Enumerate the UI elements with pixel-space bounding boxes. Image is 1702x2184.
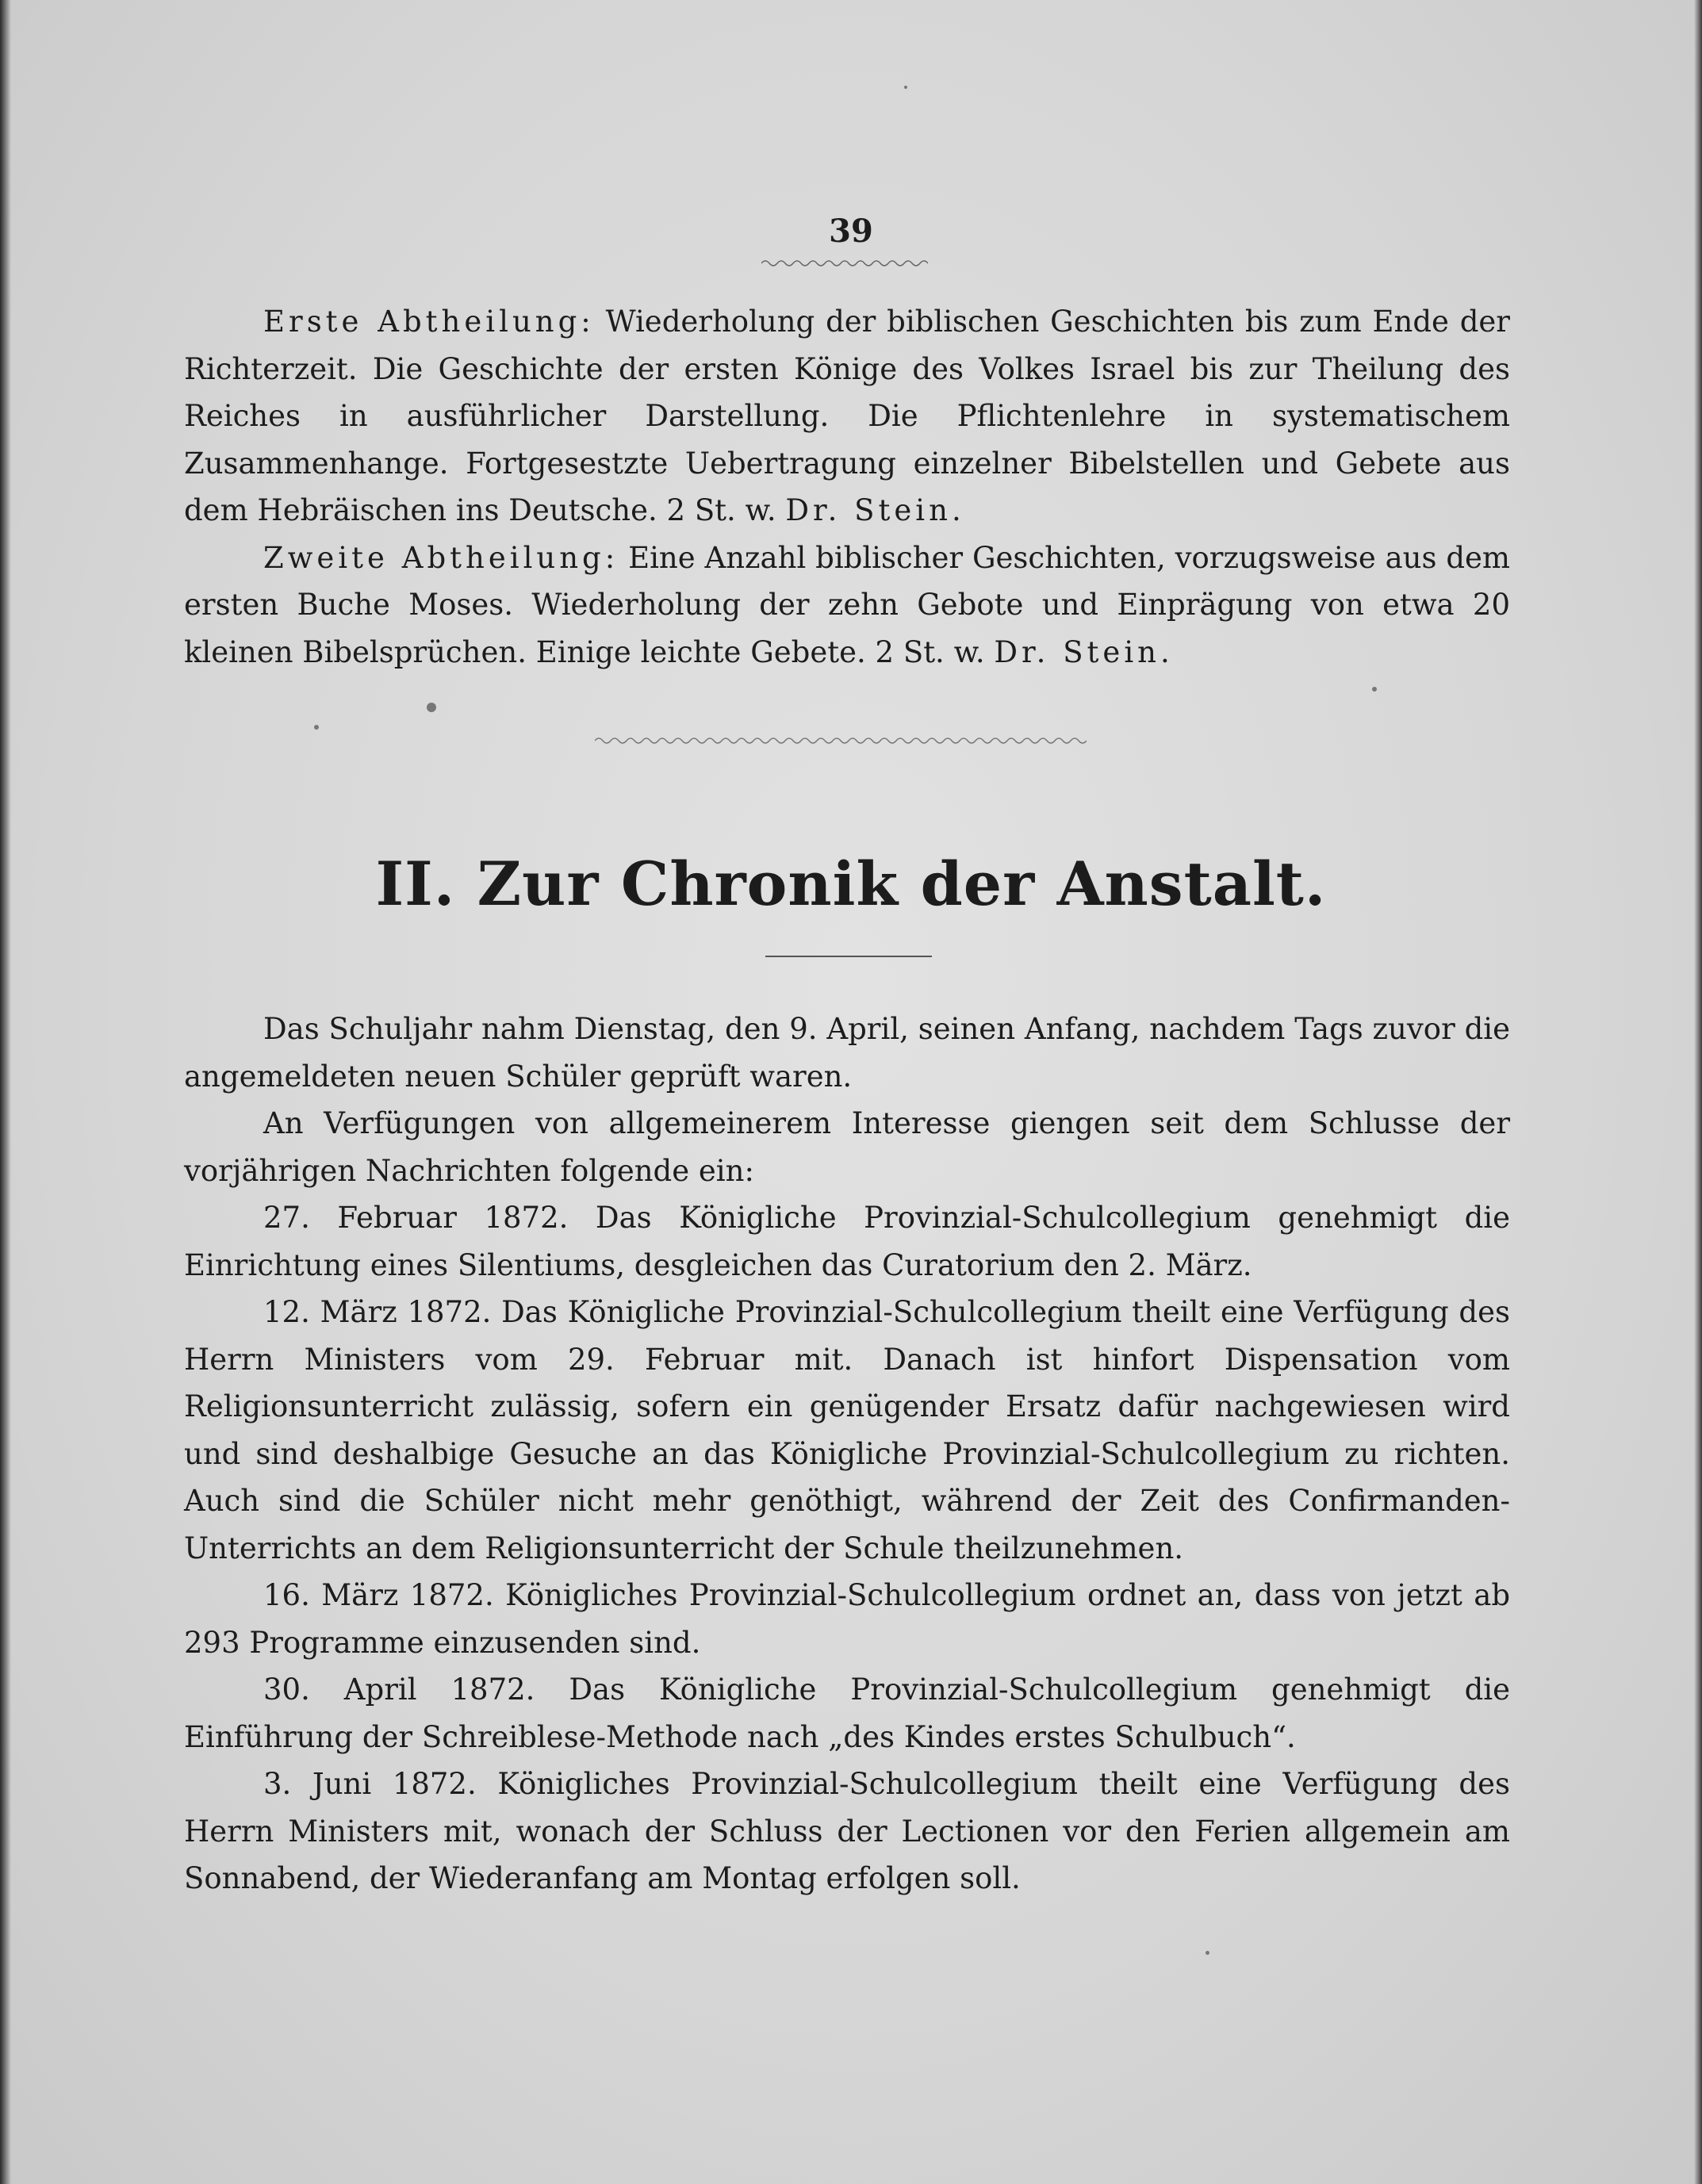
chronicle-paragraph: 12. März 1872. Das Königliche Provinzial-Schulcollegium theilt eine Verfügung des Herrn Ministers vom 29. Februar mit. Danach ist hinfort Dispensation vom Religionsunterricht zulässig, sofern ein genügender Ersatz dafür nachgewiesen wird und sind deshalbige Gesuche an das Königliche Provinzial-Schulcollegium zu richten. Auch sind die Schüler nicht mehr genöthigt, während der Zeit des Confirmanden-Unterrichts an dem Religionsunterricht der Schule theilzunehmen. [184, 1295, 1510, 1565]
division-label: Zweite Abtheilung: [263, 540, 619, 575]
section-heading: II. Zur Chronik der Anstalt. [375, 849, 1327, 919]
curriculum-text: Eine Anzahl biblischer Geschichten, vorzugsweise aus dem ersten Buche Moses. Wiederholung der zehn Gebote und Einprägung von etwa 20 kleinen Bibelsprüchen. Einige leichte Gebete. 2 St. w. [184, 540, 1510, 669]
page-number-flourish [761, 259, 928, 268]
teacher-name: Dr. Stein. [994, 634, 1174, 669]
heading-rule [765, 956, 932, 957]
paper-speck [904, 86, 907, 89]
page-right-shadow [1694, 0, 1702, 2184]
chronicle-section [184, 1006, 1510, 1902]
paper-speck [314, 725, 319, 730]
curriculum-paragraph-2 [184, 535, 1510, 676]
paper-speck [427, 703, 436, 712]
teacher-name: Dr. Stein. [785, 493, 965, 527]
chronicle-paragraph: Das Schuljahr nahm Dienstag, den 9. April, seinen Anfang, nachdem Tags zuvor die angemeldeten neuen Schüler geprüft waren. [184, 1012, 1510, 1094]
chronicle-paragraph: An Verfügungen von allgemeinerem Interesse giengen seit dem Schlusse der vorjährigen Nachrichten folgende ein: [184, 1106, 1510, 1188]
chronicle-paragraph: 27. Februar 1872. Das Königliche Provinzial-Schulcollegium genehmigt die Einrichtung eines Silentiums, desgleichen das Curatorium den 2. März. [184, 1201, 1510, 1282]
section-divider-flourish [595, 736, 1087, 745]
page-number: 39 [829, 213, 873, 250]
paper-speck [1206, 1951, 1209, 1955]
curriculum-section [184, 298, 1510, 676]
curriculum-paragraph-1 [184, 298, 1510, 535]
chronicle-paragraph: 16. März 1872. Königliches Provinzial-Schulcollegium ordnet an, dass von jetzt ab 293 Programme einzusenden sind. [184, 1578, 1510, 1660]
page-left-shadow [0, 0, 11, 2184]
chronicle-paragraph: 30. April 1872. Das Königliche Provinzial-Schulcollegium genehmigt die Einführung der Schreiblese-Methode nach „des Kindes erstes Schulbuch“. [184, 1672, 1510, 1754]
paper-speck [1372, 687, 1377, 692]
chronicle-paragraph: 3. Juni 1872. Königliches Provinzial-Schulcollegium theilt eine Verfügung des Herrn Ministers mit, wonach der Schluss der Lectionen vor den Ferien allgemein am Sonnabend, der Wiederanfang am Montag erfolgen soll. [184, 1767, 1510, 1895]
curriculum-text: Wiederholung der biblischen Geschichten bis zum Ende der Richterzeit. Die Geschichte der ersten Könige des Volkes Israel bis zur Theilung des Reiches in ausführlicher Darstellung. Die Pflichtenlehre in systematischem Zusammenhange. Fortgesestzte Uebertragung einzelner Bibelstellen und Gebete aus dem Hebräischen ins Deutsche. 2 St. w. [184, 305, 1510, 527]
division-label: Erste Abtheilung: [263, 305, 595, 339]
